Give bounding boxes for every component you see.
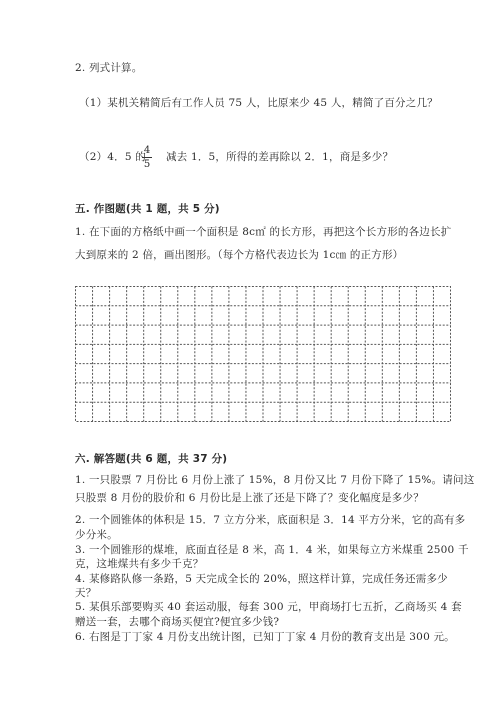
answer-line: 只股票 8 月份的股价和 6 月份比是上涨了还是下降了？变化幅度是多少？	[75, 492, 424, 504]
grid-border	[76, 287, 451, 422]
section-2-heading: 2. 列式计算。	[75, 62, 143, 74]
answer-line: 2. 一个圆锥体的体积是 15．7 立方分米，底面积是 3．14 平方分米，它的高有多	[75, 514, 466, 526]
answer-line: 3. 一个圆锥形的煤堆，底面直径是 8 米，高 1．4 米，如果每立方米煤重 2500 千	[75, 544, 469, 556]
question-2-2-prefix: （2）4．5 的	[79, 151, 146, 163]
answer-line: 赠送一套，去哪个商场买便宜?便宜多少钱?	[75, 616, 280, 628]
answer-line: 1. 一只股票 7 月份比 6 月份上涨了 15%，8 月份又比 7 月份下降了 15%。请问这	[75, 474, 475, 486]
section-5-line-2: 大到原来的 2 倍，画出图形。（每个方格代表边长为 1c㎝ 的正方形）	[75, 249, 404, 261]
answer-line: 5. 某俱乐部要购买 40 套运动服，每套 300 元，甲商场打七五折，乙商场买 4 套	[75, 601, 462, 613]
answer-line: 4. 某修路队修一条路，5 天完成全长的 20%，照这样计算，完成任务还需多少	[75, 573, 448, 585]
section-5-line-1: 1. 在下面的方格纸中画一个面积是 8c㎡ 的长方形，再把这个长方形的各边长扩	[75, 226, 452, 238]
square-grid	[75, 286, 451, 422]
answer-line: 天？	[75, 587, 97, 599]
section-5-heading: 五. 作图题(共 1 题，共 5 分)	[75, 203, 220, 215]
answer-line: 克，这堆煤共有多少千克？	[75, 558, 204, 570]
question-2-1: （1）某机关精简后有工作人员 75 人，比原来少 45 人，精简了百分之几？	[79, 97, 438, 109]
fraction-bar	[142, 157, 152, 158]
fraction-numerator: 4	[143, 145, 151, 156]
question-2-2-suffix: 减去 1．5，所得的差再除以 2．1，商是多少？	[166, 151, 394, 163]
answer-line: 6. 右图是丁丁家 4 月份支出统计图，已知丁丁家 4 月份的教育支出是 300 元。	[75, 631, 455, 643]
fraction	[141, 145, 153, 170]
section-6-heading: 六. 解答题(共 6 题，共 37 分)	[75, 453, 228, 465]
fraction-denominator: 5	[143, 159, 151, 170]
answer-line: 少分米。	[75, 529, 118, 541]
